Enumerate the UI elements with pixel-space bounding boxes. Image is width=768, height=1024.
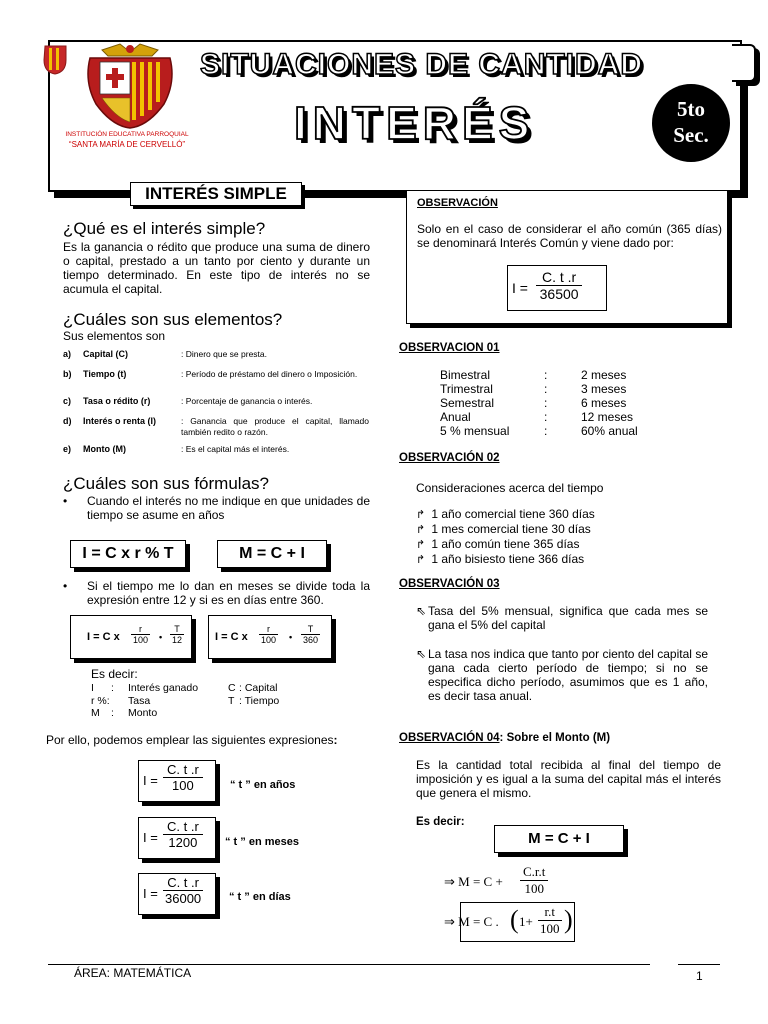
question-2: ¿Cuáles son sus elementos?	[63, 310, 283, 329]
elements-list	[63, 349, 373, 460]
formula-months-box: I = C x $\frac{r}{100}$ • $\frac{T}{12}$	[70, 615, 192, 659]
period-row: 5 % mensual : 60% anual	[440, 424, 638, 438]
legend-row: r %: Tasa T : Tiempo	[91, 694, 280, 707]
footer-divider	[48, 964, 650, 965]
observation-03-title: OBSERVACIÓN 03	[399, 578, 500, 590]
period-row: Semestral : 6 meses	[440, 396, 627, 410]
expression-days-note: “ t ” en días	[229, 891, 291, 903]
observation-title: OBSERVACIÓN	[417, 197, 498, 209]
bullet-text-1: Cuando el interés no me indique en que unidades de tiempo se asume en años	[87, 494, 370, 522]
formula-days-box: I = C x $\frac{r}{100}$ • $\frac{T}{360}$	[208, 615, 332, 659]
observation-03-item-1: Tasa del 5% mensual, significa que cada mes se gana el 5% del capital	[428, 604, 708, 632]
amount-formula-box: M = C + I	[494, 825, 624, 853]
pointer-icon: ↱	[416, 524, 426, 536]
observation-02-lead: Consideraciones acerca del tiempo	[416, 481, 604, 495]
formula-interest-box: I = C x r % T	[70, 540, 186, 568]
school-crest-icon	[82, 42, 178, 130]
grade-line2: Sec.	[673, 123, 709, 147]
element-item: d) Interés o renta (I) : Ganancia que produce el capital, llamado también redito o razón.	[63, 416, 369, 437]
institution-name: “SANTA MARÍA DE CERVELLÓ”	[68, 140, 186, 149]
period-row: Trimestral : 3 meses	[440, 382, 627, 396]
section-title: INTERÉS SIMPLE	[130, 182, 302, 206]
observation-02-title: OBSERVACIÓN 02	[399, 452, 500, 464]
common-interest-formula: I = $\frac{C. t .r}{36500}$	[507, 265, 607, 311]
footer-area: ÁREA: MATEMÁTICA	[74, 966, 192, 980]
expressions-lead: Por ello, podemos emplear las siguientes expresiones:	[46, 733, 338, 747]
header-tab	[732, 44, 756, 82]
pointer-icon: ↱	[416, 554, 426, 566]
element-item: c) Tasa o rédito (r) : Porcentaje de ganancia o interés.	[63, 396, 313, 406]
time-facts-list	[416, 507, 595, 567]
list-item: ↱ 1 año común tiene 365 días	[416, 537, 580, 551]
footer-page-divider	[678, 964, 720, 965]
bullet-text-2: Si el tiempo me lo dan en meses se divide toda la expresión entre 12 y si es en días entre 360.	[87, 579, 370, 607]
corner-arrow-icon: ⇖	[416, 604, 427, 618]
grade-badge	[652, 84, 730, 162]
question-1: ¿Qué es el interés simple?	[63, 219, 266, 238]
observation-04-text: Es la cantidad total recibida al final del tiempo de imposición y es igual a la suma del capital más el interés que genera el mismo.	[416, 758, 721, 800]
pointer-icon: ↱	[416, 509, 426, 521]
legend-lead: Es decir:	[91, 667, 138, 681]
expression-months-box: I = $\frac{C. t .r}{1200}$	[138, 817, 216, 859]
observation-text: Solo en el caso de considerar el año común (365 días) se denominará Interés Común y viene dado por:	[417, 222, 722, 250]
observation-03-item-2: La tasa nos indica que tanto por ciento del capital se gana cada cierto período de tiempo; si no se especifica dicho período, asumimos que es 1 año, es decir tasa anual.	[428, 647, 708, 703]
expression-days-box: I = $\frac{C. t .r}{36000}$	[138, 873, 216, 915]
expression-months-note: “ t ” en meses	[225, 836, 299, 848]
institution-type: INSTITUCIÓN EDUCATIVA PARROQUIAL	[65, 131, 189, 138]
list-item: ↱ 1 año comercial tiene 360 días	[416, 507, 595, 521]
observation-01-title: OBSERVACION 01	[399, 342, 500, 354]
question-3: ¿Cuáles son sus fórmulas?	[63, 474, 269, 493]
observation-box	[406, 190, 728, 324]
element-item: a) Capital (C) : Dinero que se presta.	[63, 349, 267, 359]
list-item: ↱ 1 año bisiesto tiene 366 días	[416, 552, 585, 566]
period-table	[440, 368, 680, 438]
pointer-icon: ↱	[416, 539, 426, 551]
crest-edge-icon	[40, 42, 70, 76]
legend	[91, 682, 321, 720]
page-number: 1	[696, 969, 703, 983]
bullet-icon: •	[63, 579, 68, 593]
grade-line1: 5to	[677, 97, 705, 121]
corner-arrow-icon: ⇖	[416, 647, 427, 661]
element-item: b) Tiempo (t) : Período de préstamo del dinero o Imposición.	[63, 369, 358, 379]
page-title: SITUACIONES DE CANTIDAD	[200, 48, 644, 81]
period-row: Bimestral : 2 meses	[440, 368, 627, 382]
legend-row: M : Monto	[91, 707, 158, 719]
list-item: ↱ 1 mes comercial tiene 30 días	[416, 522, 591, 536]
element-item: e) Monto (M) : Es el capital más el interés.	[63, 444, 290, 454]
expression-years-box: I = $\frac{C. t .r}{100}$	[138, 760, 216, 802]
page-subtitle: INTERÉS	[294, 97, 536, 149]
observation-04-lead: Es decir:	[416, 816, 465, 828]
elements-intro: Sus elementos son	[63, 329, 166, 343]
formula-amount-box: M = C + I	[217, 540, 327, 568]
period-row: Anual : 12 meses	[440, 410, 634, 424]
definition-paragraph: Es la ganancia o rédito que produce una suma de dinero o capital, prestado a un tanto por ciento y durante un tiempo determinado. En este tipo de interés no se acumula el capital.	[63, 240, 370, 296]
legend-row: I : Interés ganado C : Capital	[91, 682, 278, 694]
expression-years-note: “ t ” en años	[230, 779, 296, 791]
bullet-icon: •	[63, 494, 68, 508]
observation-04-title: OBSERVACIÓN 04: Sobre el Monto (M)	[399, 732, 611, 744]
